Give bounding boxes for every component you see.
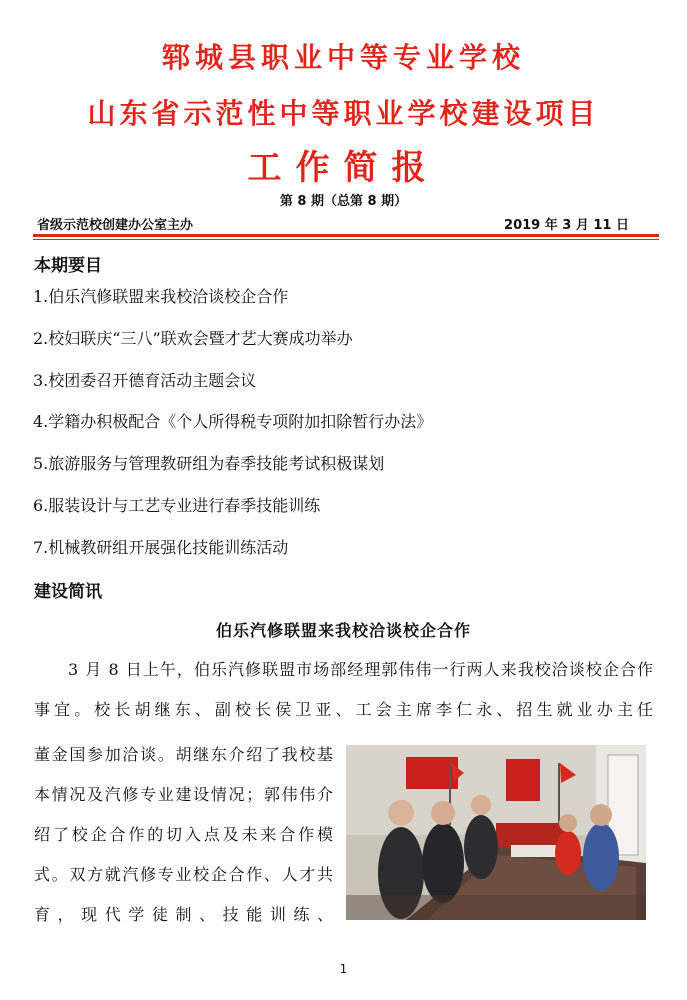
item-text: 校妇联庆“三八”联欢会暨才艺大赛成功举办 — [48, 328, 353, 348]
article-paragraph — [34, 650, 654, 730]
summary-list — [33, 282, 653, 575]
item-text: 校团委召开德育活动主题会议 — [48, 370, 257, 390]
header-rule-thin — [33, 239, 659, 240]
item-text: 旅游服务与管理教研组为春季技能考试积极谋划 — [48, 454, 385, 474]
meeting-photo — [346, 745, 646, 920]
news-heading: 建设简讯 — [34, 582, 102, 602]
item-number: 5. — [33, 454, 49, 474]
page-number: 1 — [339, 962, 348, 976]
sponsor-label: 省级示范校创建办公室主办 — [37, 218, 194, 233]
issue-number: 第 8 期（总第 8 期） — [279, 194, 408, 209]
meeting-photo-illustration — [346, 745, 646, 920]
item-number: 1. — [33, 287, 49, 306]
item-number: 7. — [33, 537, 49, 557]
list-item — [33, 324, 653, 366]
list-item — [33, 407, 653, 449]
item-text: 机械教研组开展强化技能训练活动 — [48, 537, 289, 557]
school-name: 郓城县职业中等专业学校 — [161, 41, 525, 74]
list-item — [33, 533, 653, 575]
header-rule-thick — [33, 234, 659, 237]
article-title: 伯乐汽修联盟来我校洽谈校企合作 — [215, 621, 471, 640]
list-item — [33, 366, 653, 408]
item-number: 2. — [33, 328, 49, 348]
paragraph-text: 3 月 8 日上午，伯乐汽修联盟市场部经理郭伟伟一行两人来我校洽谈校企合作事宜。校长胡继东、副校长侯卫亚、工会主席李仁永、招生就业办主任 — [34, 660, 654, 719]
article-paragraph-wrapped: 董金国参加洽谈。胡继东介绍了我校基本情况及汽修专业建设情况；郭伟伟介绍了校企合作的切入点及未来合作模式。双方就汽修专业校企合作、人才共育，现代学徒制、技能训练、 — [34, 745, 334, 924]
summary-heading: 本期要目 — [34, 256, 102, 276]
list-item — [33, 282, 653, 324]
item-number: 3. — [33, 370, 49, 390]
item-number: 6. — [33, 495, 49, 515]
list-item — [33, 491, 653, 533]
bulletin-title: 工作简报 — [247, 148, 440, 188]
item-text: 服装设计与工艺专业进行春季技能训练 — [48, 495, 321, 515]
item-text: 学籍办积极配合《个人所得税专项附加扣除暂行办法》 — [48, 412, 433, 432]
list-item — [33, 449, 653, 491]
item-text: 伯乐汽修联盟来我校洽谈校企合作 — [48, 287, 289, 306]
publish-date: 2019 年 3 月 11 日 — [504, 218, 629, 233]
project-name: 山东省示范性中等职业学校建设项目 — [87, 97, 600, 130]
item-number: 4. — [33, 412, 49, 432]
